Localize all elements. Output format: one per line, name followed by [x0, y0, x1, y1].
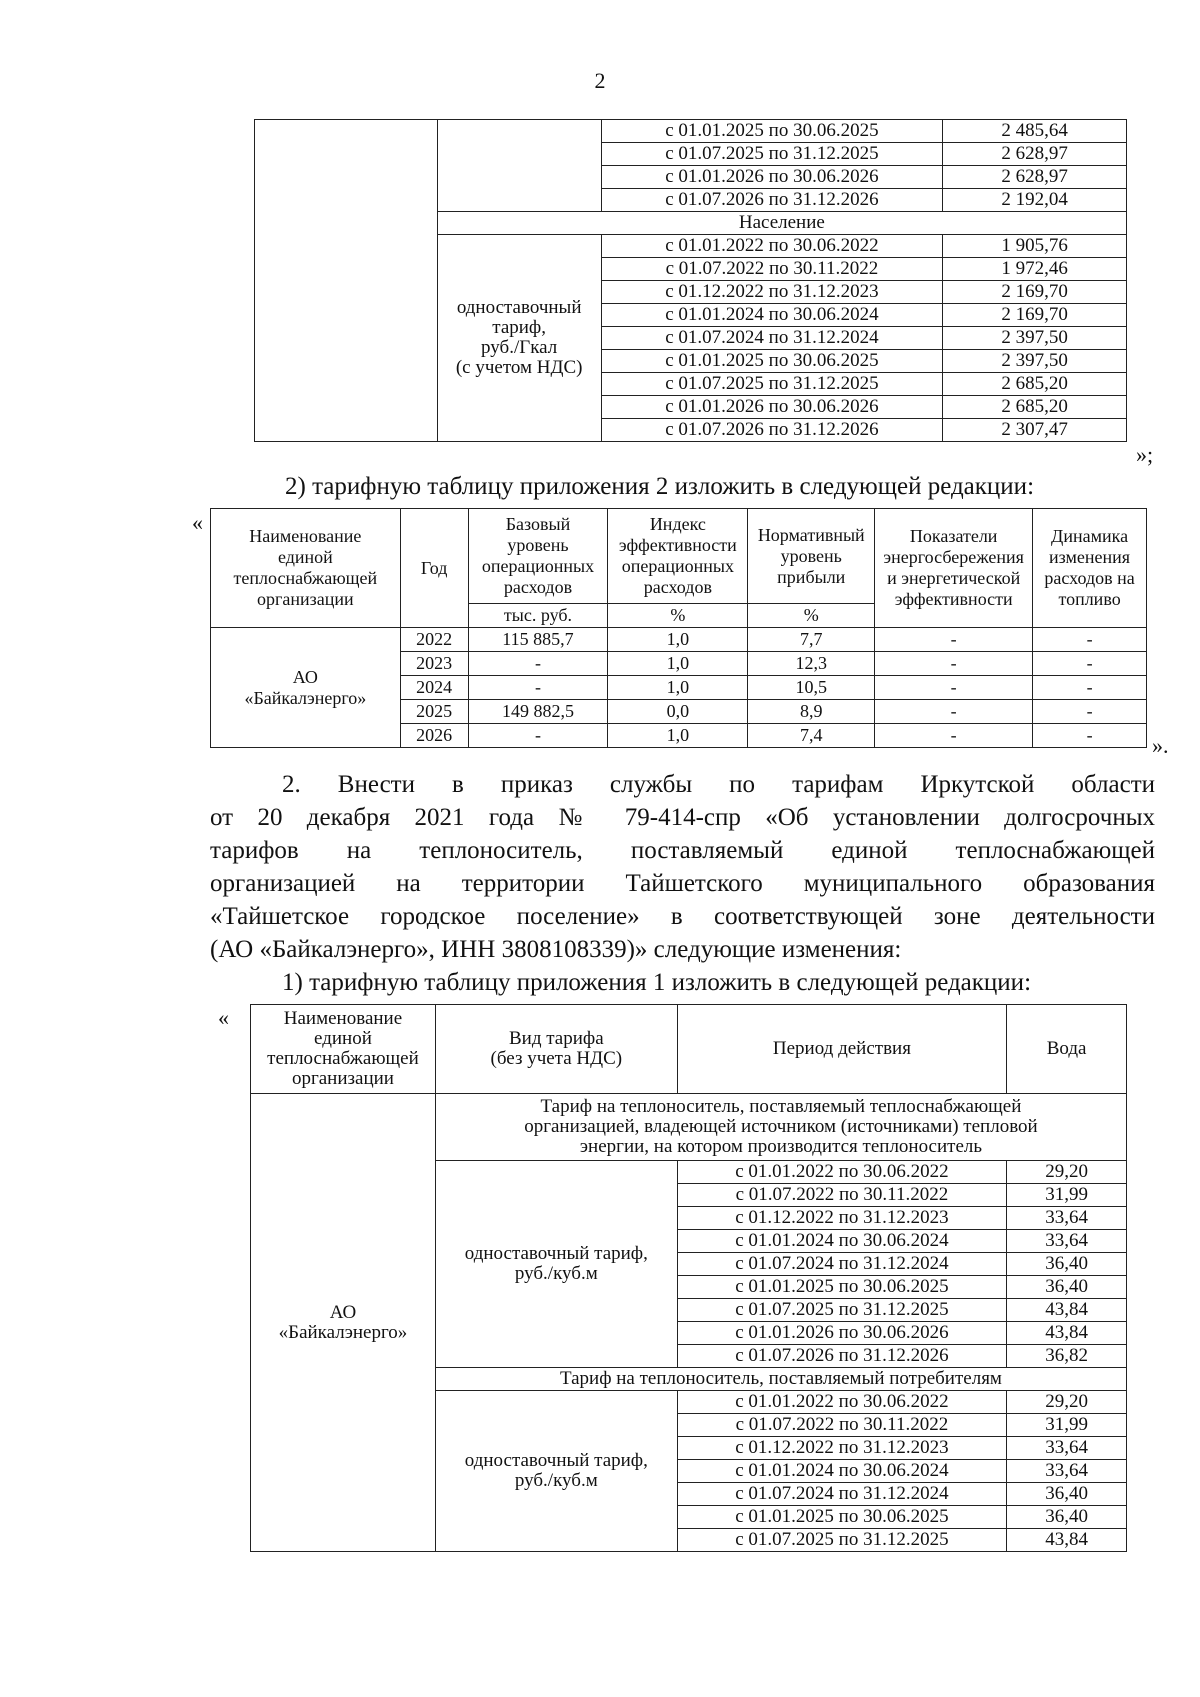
org-cell-empty [255, 120, 438, 442]
header-line: расходов [643, 577, 712, 597]
period-cell: с 01.07.2022 по 30.11.2022 [677, 1184, 1006, 1207]
header-line: Базовый [505, 514, 571, 534]
profit-cell: 12,3 [748, 652, 875, 676]
header-line: операционных [481, 556, 595, 576]
period-cell: с 01.07.2026 по 31.12.2026 [601, 419, 943, 442]
header-line: уровень [780, 545, 842, 566]
period-cell: с 01.01.2022 по 30.06.2022 [677, 1391, 1006, 1414]
year-cell: 2022 [400, 628, 468, 652]
tariff-table-appendix-2 [210, 508, 1147, 748]
value-cell: 36,40 [1007, 1276, 1127, 1299]
profit-cell: 7,4 [748, 724, 875, 748]
period-cell: с 01.01.2022 по 30.06.2022 [677, 1161, 1006, 1184]
opening-quote: « [192, 510, 203, 535]
value-cell: 43,84 [1007, 1529, 1127, 1552]
paragraph-line: (АО «Байкалэнерго», ИНН 3808108339)» следующие изменения: [210, 936, 902, 963]
period-cell: с 01.01.2022 по 30.06.2022 [601, 235, 943, 258]
header-line: организации [291, 1068, 394, 1089]
period-cell: с 01.07.2025 по 31.12.2025 [677, 1299, 1006, 1322]
period-cell: с 01.07.2024 по 31.12.2024 [677, 1253, 1006, 1276]
period-cell: с 01.01.2024 по 30.06.2024 [677, 1460, 1006, 1483]
header-line: и энергетической [887, 568, 1021, 588]
header-line: энергосбережения [883, 547, 1024, 567]
paragraph-line: тарифов на теплоноситель, поставляемый единой теплоснабжающей [210, 837, 1155, 864]
value-cell: 2 685,20 [943, 373, 1127, 396]
value-cell: 2 685,20 [943, 396, 1127, 419]
value-cell: 1 972,46 [943, 258, 1127, 281]
period-cell: с 01.07.2026 по 31.12.2026 [677, 1345, 1006, 1368]
period-cell: с 01.07.2025 по 31.12.2025 [677, 1529, 1006, 1552]
unit-profit: % [748, 604, 875, 628]
value-cell: 2 192,04 [943, 189, 1127, 212]
period-cell: с 01.07.2025 по 31.12.2025 [601, 143, 943, 166]
energy-cell: - [875, 700, 1033, 724]
org-name-cell [211, 628, 401, 748]
paragraph-line: от 20 декабря 2021 года № 79-414-спр «Об установлении долгосрочных [210, 804, 1155, 831]
population-section-label: Население [437, 212, 1126, 235]
page-number: 2 [594, 68, 606, 93]
value-cell: 2 628,97 [943, 143, 1127, 166]
org-name-cell [251, 1094, 436, 1552]
tariff-type-line: руб./куб.м [514, 1263, 598, 1284]
tariff-type-line: одноставочный тариф, [464, 1450, 648, 1471]
index-cell: 1,0 [608, 628, 748, 652]
header-line: теплоснабжающей [233, 568, 378, 588]
section-line: организацией, владеющей источником (источниками) тепловой [524, 1116, 1038, 1137]
header-energy [875, 509, 1033, 628]
index-cell: 1,0 [608, 724, 748, 748]
header-line: Вид тарифа [508, 1028, 604, 1049]
value-cell: 2 169,70 [943, 304, 1127, 327]
year-cell: 2026 [400, 724, 468, 748]
base-cell: 115 885,7 [468, 628, 608, 652]
base-cell: - [468, 676, 608, 700]
value-cell: 31,99 [1007, 1414, 1127, 1437]
value-cell: 31,99 [1007, 1184, 1127, 1207]
value-cell: 36,40 [1007, 1506, 1127, 1529]
org-line: АО [329, 1301, 357, 1323]
header-tariff-type [435, 1005, 677, 1094]
fuel-cell: - [1033, 628, 1147, 652]
period-cell: с 01.07.2024 по 31.12.2024 [601, 327, 943, 350]
header-base [468, 509, 608, 604]
year-cell: 2023 [400, 652, 468, 676]
value-cell: 29,20 [1007, 1391, 1127, 1414]
value-cell: 2 397,50 [943, 350, 1127, 373]
year-cell: 2025 [400, 700, 468, 724]
period-cell: с 01.01.2026 по 30.06.2026 [601, 396, 943, 419]
base-cell: - [468, 724, 608, 748]
header-line: эффективности [618, 535, 737, 555]
tariff-type-line: тариф, [492, 317, 546, 338]
index-cell: 0,0 [608, 700, 748, 724]
header-fuel [1033, 509, 1147, 628]
table-row [211, 628, 1147, 652]
period-cell: с 01.07.2025 по 31.12.2025 [601, 373, 943, 396]
value-cell: 43,84 [1007, 1299, 1127, 1322]
header-line: операционных [621, 556, 734, 576]
header-line: Наименование [283, 1008, 403, 1029]
header-line: эффективности [894, 589, 1013, 609]
paragraph-line: организацией на территории Тайшетского муниципального образования [210, 870, 1155, 897]
tariff-type-cell [437, 235, 601, 442]
table-header-row [211, 509, 1147, 604]
period-cell: с 01.07.2022 по 30.11.2022 [601, 258, 943, 281]
period-cell: с 01.12.2022 по 31.12.2023 [677, 1437, 1006, 1460]
header-line: изменения [1049, 547, 1131, 567]
header-line: расходов [503, 577, 573, 597]
tariff-type-cell [435, 1161, 677, 1368]
tariff-type-cell-empty [437, 120, 601, 212]
fuel-cell: - [1033, 676, 1147, 700]
closing-quote-semicolon: »; [1136, 442, 1154, 467]
header-line: Показатели [909, 526, 998, 546]
org-line: АО [292, 666, 318, 687]
period-cell: с 01.07.2022 по 30.11.2022 [677, 1414, 1006, 1437]
section-line: энергии, на котором производится теплоноситель [579, 1136, 983, 1157]
header-line: расходов на [1044, 568, 1135, 588]
tariff-type-line: руб./куб.м [514, 1470, 598, 1491]
value-cell: 1 905,76 [943, 235, 1127, 258]
period-cell: с 01.01.2025 по 30.06.2025 [677, 1506, 1006, 1529]
energy-cell: - [875, 628, 1033, 652]
header-line: прибыли [777, 566, 846, 587]
header-line: единой [277, 547, 333, 567]
value-cell: 36,40 [1007, 1483, 1127, 1506]
period-cell: с 01.01.2024 по 30.06.2024 [677, 1230, 1006, 1253]
table-row [251, 1094, 1127, 1161]
profit-cell: 10,5 [748, 676, 875, 700]
item1-heading: 1) тарифную таблицу приложения 1 изложить в следующей редакции: [282, 969, 1032, 996]
org-line: «Байкалэнерго» [244, 687, 367, 708]
energy-cell: - [875, 652, 1033, 676]
tariff-type-line: одноставочный тариф, [464, 1243, 648, 1264]
header-line: организации [257, 589, 354, 609]
table-header-row [251, 1005, 1127, 1094]
header-profit [748, 509, 875, 604]
value-cell: 29,20 [1007, 1161, 1127, 1184]
year-cell: 2024 [400, 676, 468, 700]
fuel-cell: - [1033, 724, 1147, 748]
profit-cell: 8,9 [748, 700, 875, 724]
period-cell: с 01.01.2025 по 30.06.2025 [677, 1276, 1006, 1299]
header-line: Индекс [649, 514, 706, 534]
base-cell: - [468, 652, 608, 676]
energy-cell: - [875, 724, 1033, 748]
closing-quote-period: ». [1152, 733, 1169, 758]
period-cell: с 01.12.2022 по 31.12.2023 [601, 281, 943, 304]
section-line: Тариф на теплоноситель, поставляемый теплоснабжающей [540, 1096, 1022, 1117]
header-line: Динамика [1051, 526, 1129, 546]
tariff-table-water [250, 1004, 1127, 1552]
period-cell: с 01.12.2022 по 31.12.2023 [677, 1207, 1006, 1230]
unit-index: % [608, 604, 748, 628]
unit-base: тыс. руб. [468, 604, 608, 628]
header-period: Период действия [677, 1005, 1006, 1094]
tariff-type-line: (с учетом НДС) [455, 357, 583, 378]
header-line: Нормативный [757, 524, 865, 545]
header-line: уровень [507, 535, 569, 555]
value-cell: 33,64 [1007, 1437, 1127, 1460]
period-cell: с 01.01.2026 по 30.06.2026 [677, 1322, 1006, 1345]
value-cell: 33,64 [1007, 1207, 1127, 1230]
paragraph-line: 2. Внести в приказ службы по тарифам Иркутской области [282, 771, 1155, 798]
header-line: (без учета НДС) [490, 1048, 623, 1069]
value-cell: 36,40 [1007, 1253, 1127, 1276]
value-cell: 2 628,97 [943, 166, 1127, 189]
header-line: топливо [1058, 589, 1121, 609]
header-year: Год [400, 509, 468, 628]
header-index [608, 509, 748, 604]
value-cell: 2 485,64 [943, 120, 1127, 143]
item2-heading: 2) тарифную таблицу приложения 2 изложить в следующей редакции: [285, 473, 1035, 500]
value-cell: 36,82 [1007, 1345, 1127, 1368]
value-cell: 2 397,50 [943, 327, 1127, 350]
value-cell: 43,84 [1007, 1322, 1127, 1345]
period-cell: с 01.07.2026 по 31.12.2026 [601, 189, 943, 212]
value-cell: 33,64 [1007, 1230, 1127, 1253]
period-cell: с 01.01.2024 по 30.06.2024 [601, 304, 943, 327]
profit-cell: 7,7 [748, 628, 875, 652]
fuel-cell: - [1033, 700, 1147, 724]
fuel-cell: - [1033, 652, 1147, 676]
header-line: Наименование [249, 526, 362, 546]
tariff-type-line: одноставочный [456, 297, 582, 318]
index-cell: 1,0 [608, 652, 748, 676]
value-cell: 33,64 [1007, 1460, 1127, 1483]
header-line: теплоснабжающей [267, 1048, 419, 1069]
tariff-type-cell [435, 1391, 677, 1552]
table-row [255, 120, 1127, 143]
index-cell: 1,0 [608, 676, 748, 700]
header-line: единой [314, 1028, 372, 1049]
energy-cell: - [875, 676, 1033, 700]
tariff-table-continuation [254, 119, 1127, 442]
period-cell: с 01.01.2026 по 30.06.2026 [601, 166, 943, 189]
section-title-consumers: Тариф на теплоноситель, поставляемый потребителям [435, 1368, 1126, 1391]
base-cell: 149 882,5 [468, 700, 608, 724]
period-cell: с 01.01.2025 по 30.06.2025 [601, 350, 943, 373]
header-org [211, 509, 401, 628]
paragraph-line: «Тайшетское городское поселение» в соответствующей зоне деятельности [210, 903, 1155, 930]
org-line: «Байкалэнерго» [278, 1321, 408, 1343]
period-cell: с 01.07.2024 по 31.12.2024 [677, 1483, 1006, 1506]
header-water: Вода [1007, 1005, 1127, 1094]
period-cell: с 01.01.2025 по 30.06.2025 [601, 120, 943, 143]
tariff-type-line: руб./Гкал [481, 337, 558, 358]
section-title-source [435, 1094, 1126, 1161]
value-cell: 2 307,47 [943, 419, 1127, 442]
header-org [251, 1005, 436, 1094]
value-cell: 2 169,70 [943, 281, 1127, 304]
opening-quote: « [218, 1005, 229, 1030]
